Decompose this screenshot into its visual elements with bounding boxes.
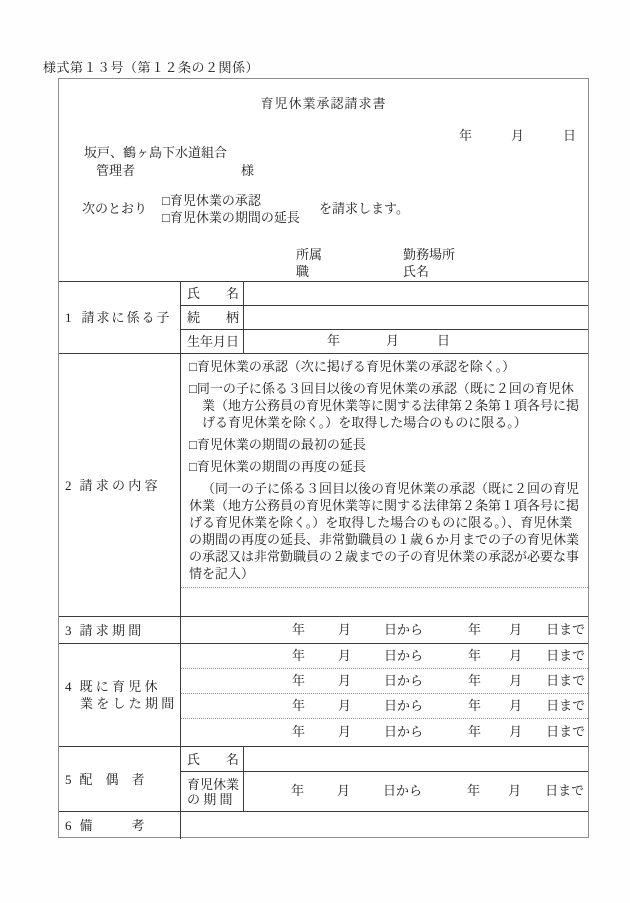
day-to-label: 日まで <box>546 724 586 740</box>
content-option-label: 育児休業の期間の再度の延長 <box>196 458 366 474</box>
row-number: 1 <box>65 309 74 325</box>
previous-leave-row <box>181 669 588 694</box>
month-label: 月 <box>509 724 523 740</box>
day-from-label: 日から <box>383 783 423 799</box>
day-to-label: 日まで <box>546 647 586 663</box>
previous-leave-row <box>181 719 588 746</box>
row1-label-cell <box>59 282 181 353</box>
child-birthdate-label: 生年月日 <box>181 330 244 353</box>
row-number: 3 <box>65 622 72 638</box>
year-label: 年 <box>292 621 306 637</box>
month-label: 月 <box>509 672 523 688</box>
remarks-value <box>181 812 588 839</box>
addressee-label: 管理者 <box>96 163 136 178</box>
table-row-child-info <box>59 282 588 354</box>
spouse-name-value <box>244 747 588 771</box>
year-label: 年 <box>291 783 305 799</box>
request-content-cell <box>181 354 588 617</box>
child-birthdate-row <box>181 330 588 353</box>
child-name-row <box>181 282 588 306</box>
form-box <box>58 78 589 838</box>
month-label: 月 <box>386 332 400 348</box>
row6-label-cell <box>59 812 181 839</box>
previous-leave-row <box>181 694 588 719</box>
month-label: 月 <box>338 621 352 637</box>
dotted-separator <box>181 587 588 588</box>
row3-label-cell <box>59 617 181 643</box>
row-number: 4 <box>65 679 72 695</box>
content-option-label: 育児休業の期間の最初の延長 <box>196 436 366 452</box>
child-relation-label: 続 柄 <box>181 306 244 329</box>
previous-leave-row <box>181 644 588 669</box>
table-row-previous-leave <box>59 644 588 747</box>
month-label: 月 <box>338 724 352 740</box>
year-label: 年 <box>327 332 341 348</box>
checkbox-icon: □ <box>189 436 197 452</box>
request-option <box>162 209 300 226</box>
request-option <box>162 192 300 209</box>
request-period-value <box>181 617 588 643</box>
spouse-leave-period-label: 育児休業 の 期 間 <box>181 772 244 811</box>
day-to-label: 日まで <box>545 783 585 799</box>
year-label: 年 <box>292 697 306 713</box>
table-row-remarks <box>59 812 588 839</box>
day-from-label: 日から <box>384 621 424 637</box>
checkbox-icon: □ <box>189 458 197 474</box>
year-label: 年 <box>468 621 482 637</box>
request-table <box>59 281 588 839</box>
request-option-label: 育児休業の承認 <box>169 193 261 208</box>
spouse-leave-period-row <box>181 772 588 811</box>
child-relation-row <box>181 306 588 330</box>
table-row-request-period <box>59 617 588 644</box>
table-row-request-content <box>59 354 588 618</box>
child-relation-value <box>244 306 588 329</box>
child-name-value <box>244 282 588 305</box>
content-option <box>189 458 582 475</box>
intro-suffix: を請求します。 <box>319 201 409 216</box>
checkbox-icon: □ <box>189 358 197 374</box>
content-note: （同一の子に係る３回目以後の育児休業の承認（既に２回の育児休業（地方公務員の育児休業等に関する法律第２条第１項各号に掲げる育児休業を除く。）を取得した場合のものに限る。）、育児休業の期間の再度の延長、非常勤職員の１歳６か月までの子の育児休業の承認又は非常勤職員の２歳までの子の育児休業の承認が必要な事情を記入） <box>189 480 580 581</box>
day-label: 日 <box>437 332 451 348</box>
row-label: 請 求 期 間 <box>79 622 142 638</box>
content-option <box>189 358 582 375</box>
table-row-spouse <box>59 747 588 812</box>
month-label: 月 <box>509 697 523 713</box>
day-to-label: 日まで <box>546 697 586 713</box>
year-label: 年 <box>467 783 481 799</box>
spouse-name-row <box>181 747 588 772</box>
honorific-label: 様 <box>241 163 255 178</box>
content-option <box>189 436 582 453</box>
day-from-label: 日から <box>384 647 424 663</box>
row5-label-cell <box>59 747 181 811</box>
month-label: 月 <box>509 647 523 663</box>
checkbox-icon: □ <box>162 193 170 208</box>
row-number: 6 <box>65 818 72 834</box>
spouse-leave-period-value <box>244 772 588 811</box>
day-to-label: 日まで <box>546 621 586 637</box>
day-from-label: 日から <box>384 724 424 740</box>
row-label-line2: 業 を し た 期 間 <box>80 696 175 712</box>
checkbox-icon: □ <box>162 210 170 225</box>
row-label: 配 偶 者 <box>79 771 145 787</box>
child-birthdate-value <box>244 330 588 353</box>
content-option-label: 育児休業の承認（次に掲げる育児休業の承認を除く。） <box>196 358 516 374</box>
year-label: 年 <box>468 697 482 713</box>
checkbox-icon: □ <box>189 380 197 396</box>
year-label: 年 <box>468 724 482 740</box>
request-option-label: 育児休業の期間の延長 <box>169 210 300 225</box>
row-label-line1: 既 に 育 児 休 <box>79 679 158 695</box>
spouse-name-label: 氏 名 <box>181 747 244 771</box>
year-label: 年 <box>292 672 306 688</box>
month-label: 月 <box>338 697 352 713</box>
form-title: 育児休業承認請求書 <box>260 96 387 111</box>
month-label: 月 <box>338 647 352 663</box>
row4-label-cell <box>59 644 181 746</box>
row-label: 請求に係る子 <box>81 309 172 325</box>
year-label: 年 <box>468 672 482 688</box>
day-from-label: 日から <box>384 672 424 688</box>
name-label: 氏名 <box>403 264 430 279</box>
affiliation-label: 所属 <box>296 247 323 262</box>
content-option-label: 同一の子に係る３回目以後の育児休業の承認（既に２回の育児休業（地方公務員の育児休業等に関する法律第２条第１項各号に掲げる育児休業を除く。）を取得した場合のものに限る。） <box>196 380 580 430</box>
position-label: 職 <box>296 264 310 279</box>
request-options <box>162 192 300 226</box>
row-label: 請 求 の 内 容 <box>79 477 158 493</box>
day-to-label: 日まで <box>546 672 586 688</box>
applicant-labels-left <box>296 246 322 280</box>
month-label: 月 <box>509 621 523 637</box>
organization-name: 坂戸、鶴ヶ島下水道組合 <box>84 145 228 160</box>
workplace-label: 勤務場所 <box>403 247 456 262</box>
year-label: 年 <box>292 724 306 740</box>
header-date: 年 月 日 <box>458 128 576 143</box>
intro-prefix: 次のとおり <box>82 201 148 216</box>
form-number: 様式第１３号（第１２条の２関係） <box>43 60 260 75</box>
month-label: 月 <box>337 783 351 799</box>
row2-label-cell <box>59 354 181 617</box>
year-label: 年 <box>292 647 306 663</box>
row-number: 2 <box>65 477 72 493</box>
day-from-label: 日から <box>384 697 424 713</box>
applicant-labels-right <box>403 246 455 280</box>
month-label: 月 <box>508 783 522 799</box>
year-label: 年 <box>468 647 482 663</box>
row-label: 備 考 <box>79 818 145 834</box>
addressee-line <box>96 163 254 180</box>
child-name-label: 氏 名 <box>181 282 244 305</box>
row-number: 5 <box>65 771 72 787</box>
month-label: 月 <box>338 672 352 688</box>
content-option <box>189 380 582 431</box>
